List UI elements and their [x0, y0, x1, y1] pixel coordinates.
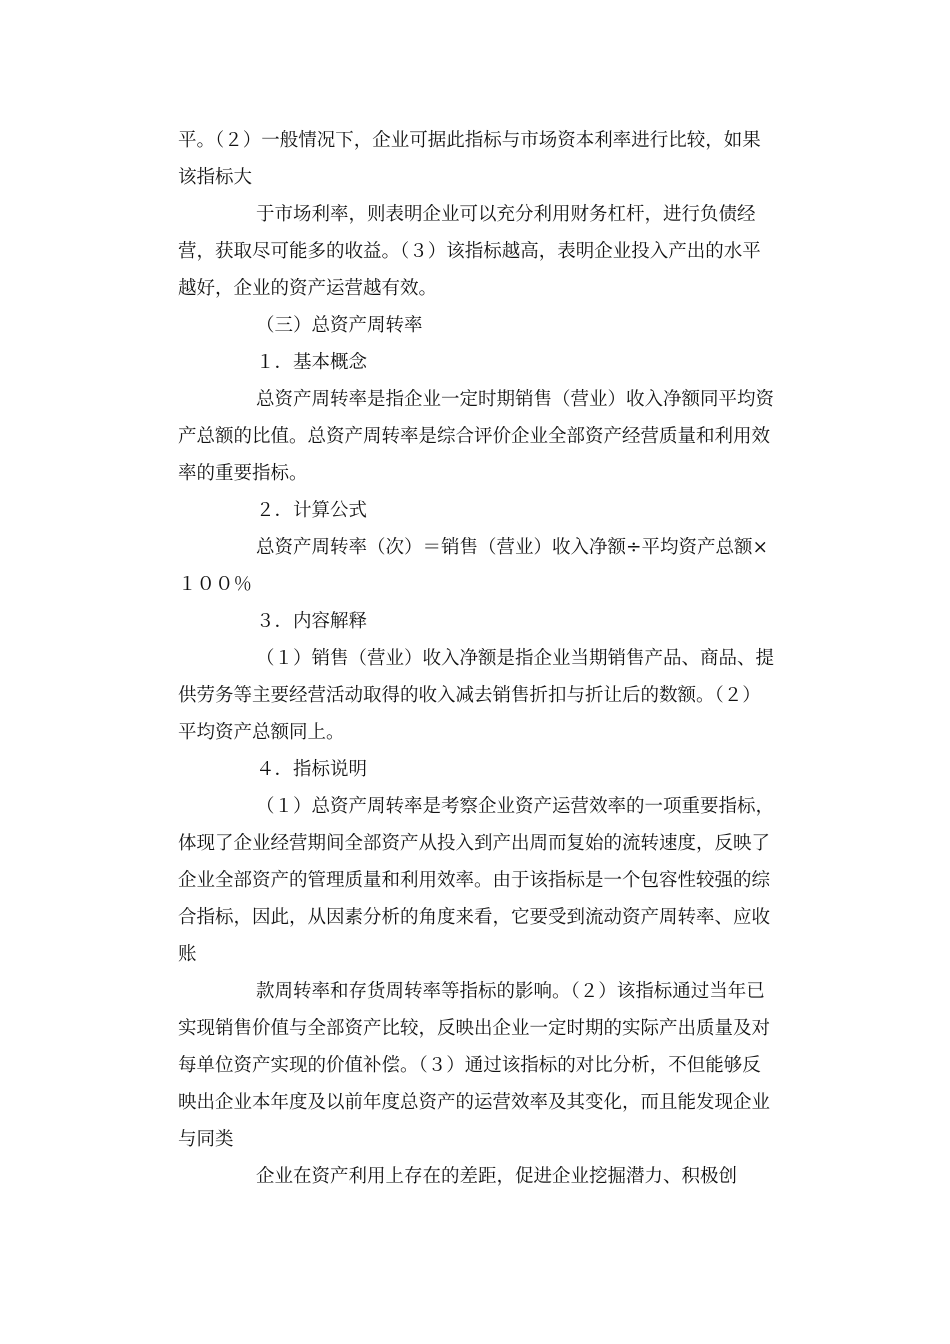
subheading-formula: ２．计算公式 [256, 500, 368, 521]
subheading-indicator-notes: ４．指标说明 [256, 759, 368, 780]
paragraph-content-explanation: （１）销售（营业）收入净额是指企业当期销售产品、商品、提供劳务等主要经营活动取得的收入减去销售折扣与折让后的数额。（２）平均资产总额同上。 [178, 648, 775, 743]
document-body [178, 122, 778, 1195]
paragraph-basic-concept: 总资产周转率是指企业一定时期销售（营业）收入净额同平均资产总额的比值。总资产周转率是综合评价企业全部资产经营质量和利用效率的重要指标。 [178, 389, 775, 484]
section-heading-total-asset-turnover: （三）总资产周转率 [256, 315, 423, 336]
paragraph-indicator-notes-2: 款周转率和存货周转率等指标的影响。（２）该指标通过当年已实现销售价值与全部资产比较，反映出企业一定时期的实际产出质量及对每单位资产实现的价值补偿。（３）通过该指标的对比分析，不但能够反映出企业本年度及以前年度总资产的运营效率及其变化，而且能发现企业与同类 [178, 981, 771, 1150]
subheading-content-explanation: ３．内容解释 [256, 611, 368, 632]
paragraph-continuation: 平。（２）一般情况下，企业可据此指标与市场资本利率进行比较，如果该指标大 [178, 130, 761, 188]
paragraph-indicator-notes-1: （１）总资产周转率是考察企业资产运营效率的一项重要指标，体现了企业经营期间全部资产从投入到产出周而复始的流转速度，反映了企业全部资产的管理质量和利用效率。由于该指标是一个包容性较强的综合指标，因此，从因素分析的角度来看，它要受到流动资产周转率、应收账 [178, 796, 775, 965]
paragraph-formula: 总资产周转率（次）＝销售（营业）收入净额÷平均资产总额×１００％ [178, 537, 769, 595]
paragraph-indicator-notes-3: 企业在资产利用上存在的差距，促进企业挖掘潜力、积极创 [256, 1166, 738, 1187]
paragraph-leverage: 于市场利率，则表明企业可以充分利用财务杠杆，进行负债经营，获取尽可能多的收益。（３）该指标越高，表明企业投入产出的水平越好，企业的资产运营越有效。 [178, 204, 761, 299]
subheading-basic-concept: １．基本概念 [256, 352, 368, 373]
